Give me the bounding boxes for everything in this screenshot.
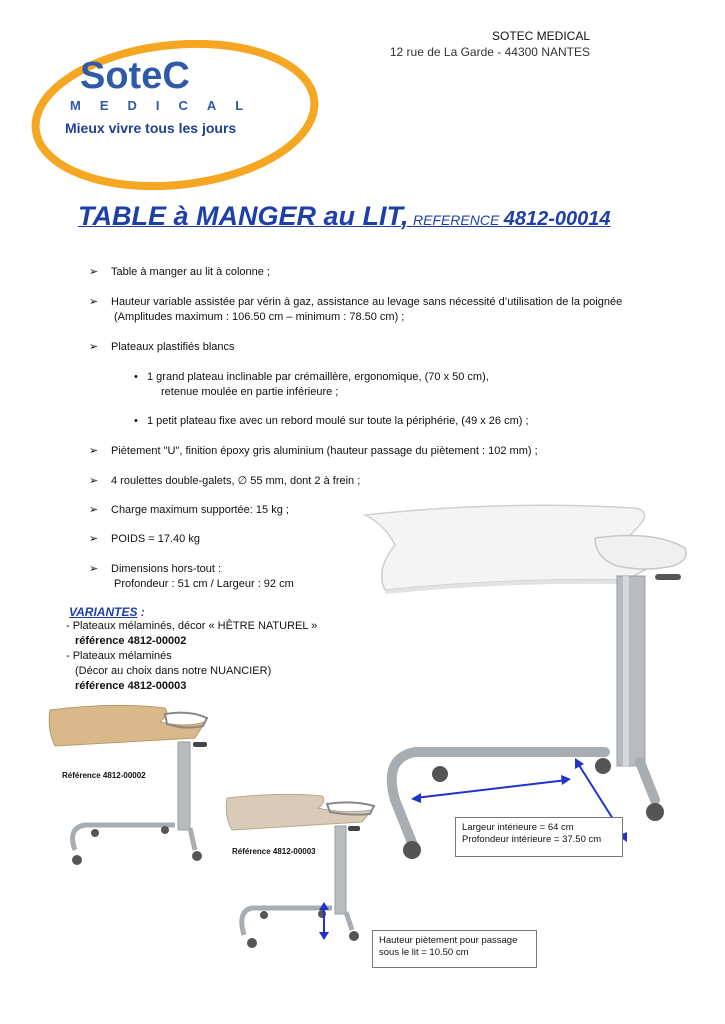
arrow-bullet-icon: ➢ [89,504,99,516]
title-main: TABLE à MANGER au LIT, [78,201,409,231]
caption-grey-table: Référence 4812-00003 [232,847,316,856]
base-height-value: sous le lit = 10.50 cm [379,947,469,958]
dot-bullet-icon: • [134,371,138,383]
arrow-bullet-icon: ➢ [89,296,99,308]
arrow-bullet-icon: ➢ [89,475,99,487]
variante-line: (Décor au choix dans notre NUANCIER) [75,665,272,677]
variante-reference: référence 4812-00002 [75,635,187,647]
feature-item: ➢ Plateaux plastifiés blancs [89,341,235,353]
feature-item: ➢ Hauteur variable assistée par vérin à gaz, assistance au levage sans nécessité d’utilisation de la poignée [89,296,623,308]
variante-reference: référence 4812-00003 [75,680,187,692]
feature-item: ➢ Dimensions hors-tout : [89,563,222,575]
feature-item: ➢ Piètement "U", finition époxy gris aluminium (hauteur passage du piètement : 102 mm) ; [89,445,538,457]
variante-line: - Plateaux mélaminés, décor « HÊTRE NATUREL » [66,620,318,632]
company-name: SOTEC MEDICAL [491,29,590,43]
logo-tagline: Mieux vivre tous les jours [65,120,237,136]
base-height-label: Hauteur piètement pour passage [379,935,518,946]
interior-dimensions-box [455,817,623,857]
variante-line: - Plateaux mélaminés [66,650,172,662]
feature-item: ➢ POIDS = 17.40 kg [89,533,200,545]
feature-item: ➢ Charge maximum supportée: 15 kg ; [89,504,289,516]
base-height-box [372,930,537,968]
caption-wood-table: Référence 4812-00002 [62,771,146,780]
sotec-logo [30,40,320,190]
feature-item: ➢ 4 roulettes double-galets, ∅ 55 mm, dont 2 à frein ; [89,475,361,487]
feature-item-continued: (Amplitudes maximum : 106.50 cm – minimum : 78.50 cm) ; [114,311,405,323]
arrow-bullet-icon: ➢ [89,341,99,353]
arrow-bullet-icon: ➢ [89,266,99,278]
feature-item-continued: Profondeur : 51 cm / Largeur : 92 cm [114,578,294,590]
title-reference-word: REFERENCE [412,212,500,228]
interior-depth-text: Profondeur intérieure = 37.50 cm [462,834,602,845]
sub-feature-item: • 1 grand plateau inclinable par crémaillère, ergonomique, (70 x 50 cm), [134,371,489,383]
sub-feature-continued: retenue moulée en partie inférieure ; [161,386,339,398]
interior-width-text: Largeur intérieure = 64 cm [462,822,574,833]
logo-sub: MEDICAL [70,98,263,113]
page-title [78,201,678,232]
arrow-bullet-icon: ➢ [89,563,99,575]
grey-table-illustration [222,790,382,955]
variantes-heading: VARIANTES : [69,605,145,619]
arrow-bullet-icon: ➢ [89,445,99,457]
arrow-bullet-icon: ➢ [89,533,99,545]
dot-bullet-icon: • [134,415,138,427]
feature-item: ➢ Table à manger au lit à colonne ; [89,266,270,278]
title-reference-number: 4812-00014 [503,208,611,230]
logo-brand: SoteC [80,55,190,97]
sub-feature-item: • 1 petit plateau fixe avec un rebord moulé sur toute la périphérie, (49 x 26 cm) ; [134,415,529,427]
wood-table-illustration [45,700,215,870]
company-address: 12 rue de La Garde - 44300 NANTES [389,45,590,59]
main-table-illustration [355,500,700,865]
